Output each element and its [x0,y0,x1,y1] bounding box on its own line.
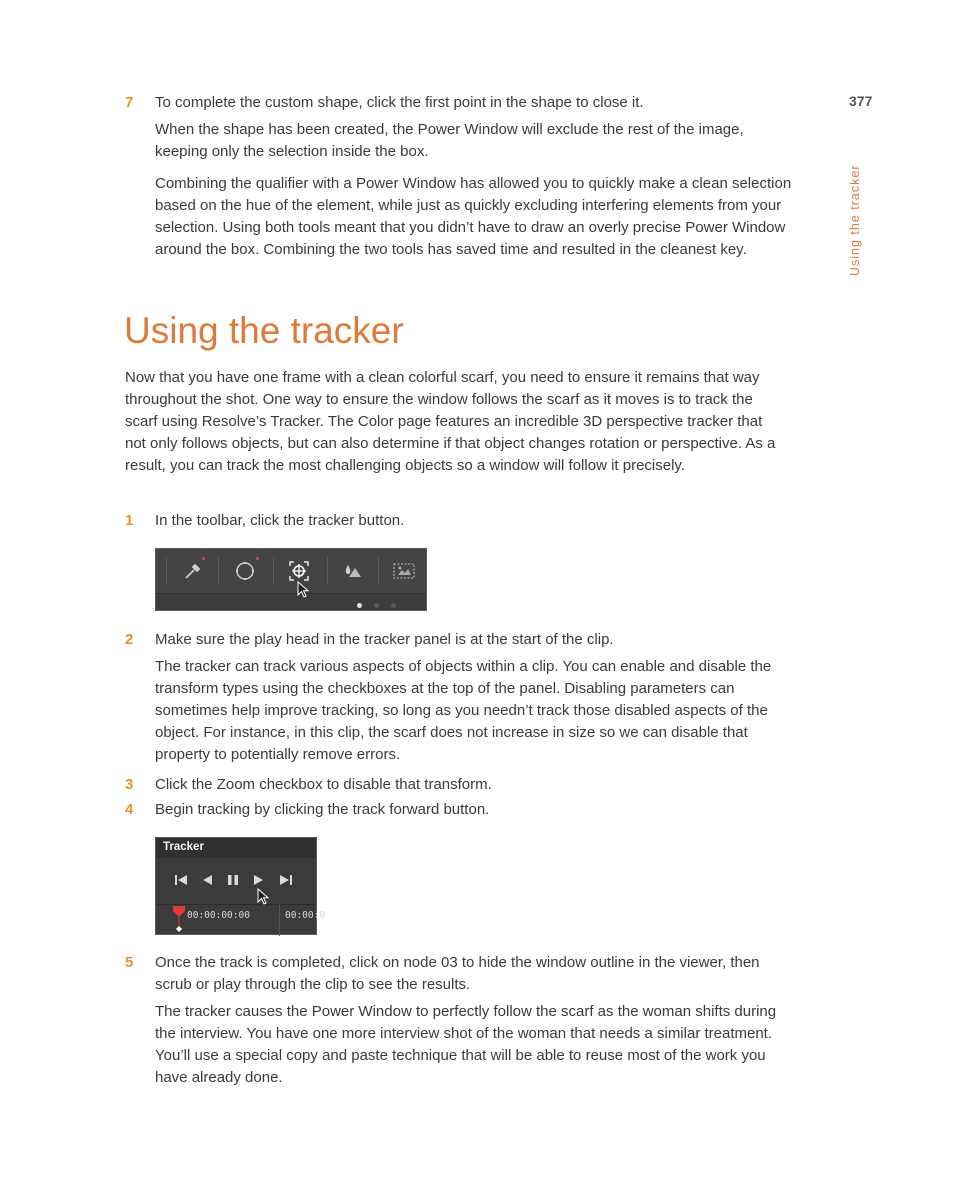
step-number: 3 [125,776,134,793]
step-text: To complete the custom shape, click the first point in the shape to close it. [155,94,644,111]
step-number: 4 [125,801,134,818]
skip-to-end-icon[interactable] [277,871,295,889]
tracker-panel-screenshot [155,837,326,935]
indicator-dot [256,557,259,560]
body-paragraph: The tracker causes the Power Window to perfectly follow the scarf as the woman shifts during the interview. You have one more interview shot of the woman that needs a similar treatment. You’ll use a special copy and paste technique that will be able to reuse most of the work you have already done. [155,1003,777,1086]
skip-to-start-icon[interactable] [172,871,190,889]
tracker-title: Tracker [163,841,204,853]
key-icon[interactable] [392,559,416,583]
page-dot[interactable] [374,603,379,608]
step-text: Once the track is completed, click on node 03 to hide the window outline in the viewer, then scrub or play through the clip to see the results. [155,954,760,993]
step-number: 1 [125,512,134,529]
page-number: 377 [849,93,873,109]
tracker-icon[interactable] [287,559,311,583]
section-heading: Using the tracker [124,310,404,351]
body-paragraph: Combining the qualifier with a Power Window has allowed you to quickly make a clean selection based on the hue of the element, while just as quickly excluding interfering elements from your selection. Using both tools meant that you didn’t have to draw an overly precise Power Window around the box. Combining the two tools has saved time and resulted in the cleanest key. [155,175,792,258]
indicator-dot [202,557,205,560]
intro-paragraph: Now that you have one frame with a clean colorful scarf, you need to ensure it remains that way throughout the shot. One way to ensure the window follows the scarf as it moves is to track the scarf using Resolve’s Tracker. The Color page features an incredible 3D perspective tracker that not only follows objects, but can also determine if that object changes rotation or perspective. As a result, you can track the most challenging objects so a window will follow it precisely. [125,369,776,474]
qualifier-eyedropper-icon[interactable] [181,559,205,583]
step-number: 5 [125,954,134,971]
toolbar-separator [166,557,167,585]
track-forward-icon[interactable] [250,871,268,889]
timecode-end: 00:00:0 [285,910,326,921]
step-number: 2 [125,631,134,648]
toolbar-separator [218,557,219,585]
step-text: Begin tracking by clicking the track forward button. [155,801,490,818]
toolbar-separator [378,557,379,585]
body-paragraph: The tracker can track various aspects of objects within a clip. You can enable and disable the transform types using the checkboxes at the top of the panel. Disabling parameters can sometimes help improve tracking, so long as you needn’t track those disabled aspects of the object. For instance, in this clip, the scarf does not increase in size so we can disable that property to potentially remove errors. [155,658,772,763]
mouse-cursor-icon [257,888,271,906]
track-reverse-icon[interactable] [198,871,216,889]
running-head: Using the tracker [848,164,862,276]
timeline-divider [279,904,280,936]
timecode-start: 00:00:00:00 [187,910,250,921]
body-paragraph: When the shape has been created, the Power Window will exclude the rest of the image, keeping only the selection inside the box. [155,121,744,160]
pause-icon[interactable] [224,871,242,889]
step-text: Click the Zoom checkbox to disable that transform. [155,776,492,793]
step-text: In the toolbar, click the tracker button. [155,512,405,529]
blur-icon[interactable] [341,559,365,583]
toolbar-footer-line [156,593,426,594]
page-dot[interactable] [391,603,396,608]
toolbar-separator [327,557,328,585]
step-number: 7 [125,94,134,111]
toolbar-screenshot [155,548,427,611]
mouse-cursor-icon [297,581,311,599]
page-dot-active[interactable] [357,603,362,608]
step-text: Make sure the play head in the tracker panel is at the start of the clip. [155,631,614,648]
playhead-icon[interactable] [172,905,186,933]
toolbar-separator [273,557,274,585]
window-icon[interactable] [233,559,257,583]
